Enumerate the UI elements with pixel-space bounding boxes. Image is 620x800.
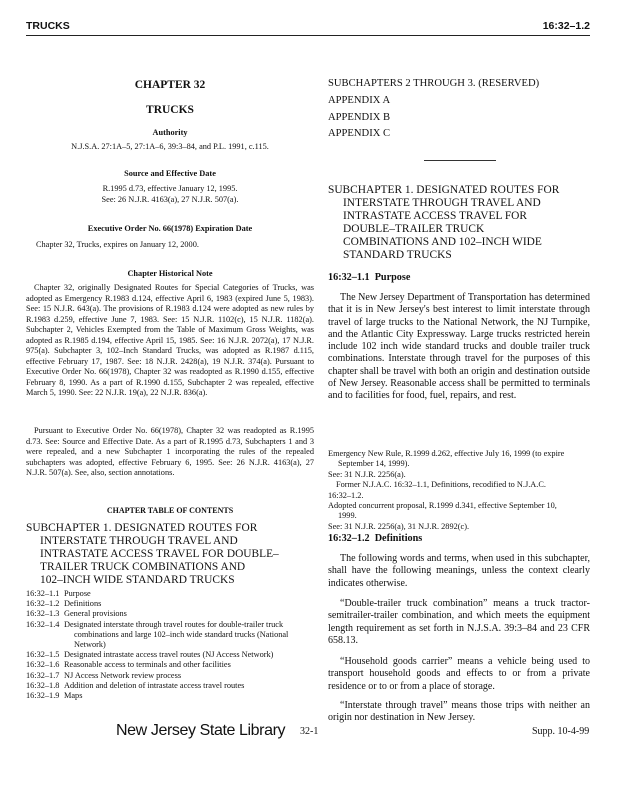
toc-entry-number: 16:32–1.7 [26, 670, 60, 680]
source-line-1: R.1995 d.73, effective January 12, 1995. [102, 184, 238, 193]
definition-double-trailer: “Double-trailer truck combination” means a truck tractor-semitrailer-trailer combination, and which meets the equipment length requirement as set forth in N.J.S.A. 39:3–84 and 23 CFR 658.13. [328, 598, 590, 646]
toc-entry-text: Reasonable access to terminals and other facilities [64, 660, 231, 670]
toc-entry[interactable] [26, 620, 308, 651]
toc-entry-text: Purpose [64, 589, 91, 598]
toc-entry-number: 16:32–1.2 [26, 599, 60, 609]
toc-entry-number: 16:32–1.3 [26, 609, 60, 619]
toc-entry-text: Definitions [64, 599, 102, 609]
note-line: See: 31 N.J.R. 2256(a). [328, 469, 406, 479]
section-title: Purpose [374, 272, 411, 283]
toc-list [26, 589, 308, 701]
subchapter-line: INTERSTATE THROUGH TRAVEL AND [343, 197, 541, 209]
header-left: TRUCKS [26, 20, 70, 32]
history-paragraph-1: Chapter 32, originally Designated Routes for Special Categories of Trucks, was adopted as Emergency R.1983 d.124, effective April 6, 1983 (expired June 5, 1983). See: 15 N.J.R. 643(a). The provisions of R.1983 d.124 were adopted as new rules by R.1983 d.259, effective June 7, 1983. See: 15 N.J.R. 1102(c), 15 N.J.R. 1182(a). Subchapter 2, Vehicles Exempted from the Table of Maximum Gross Weights, was adopted as R.1985 d.194, effective April 15, 1985. See: 16 N.J.R. 2072(a), 17 N.J.R. 975(a). Subchapter 3, 102–Inch Standard Trucks, was adopted as R.1987 d.115, effective February 17, 1987. See: 18 N.J.R. 2428(a), 19 N.J.R. 374(a). Pursuant to Executive Order No. 66(1978), Chapter 32 was readopted as R.1990 d.155, effective February 8, 1990. As a part of R.1990 d.155, Subchapter 2 was repealed, effective March 5, 1990. See: 22 N.J.R. 19(a), 22 N.J.R. 836(a). [26, 283, 314, 397]
toc-subchapter-line: SUBCHAPTER 1. DESIGNATED ROUTES FOR [26, 522, 258, 534]
toc-entry[interactable] [26, 681, 308, 691]
section-number: 16:32–1.1 [328, 272, 370, 283]
toc-subchapter-line: INTERSTATE THROUGH TRAVEL AND [40, 535, 238, 547]
appendix-b[interactable]: APPENDIX B [328, 112, 391, 123]
toc-entry-text: Maps [64, 691, 83, 701]
subchapter-line: COMBINATIONS AND 102–INCH WIDE [343, 236, 542, 248]
history-paragraph-2: Pursuant to Executive Order No. 66(1978), Chapter 32 was readopted as R.1995 d.73. See: Source and Effective Date. As a part of R.1995 d.73, Subchapters 1 and 3 were repealed, and a new Subchapter 1 incorporating the rules of the repealed subchapters was adopted, effective February 6, 1995. See: 26 N.J.R. 4163(a), 27 N.J.R. 507(a). See, also, section annotations. [26, 426, 314, 477]
toc-subchapter-title [26, 522, 314, 587]
exec-order-text: Chapter 32, Trucks, expires on January 12, 2000. [36, 240, 199, 249]
toc-heading: CHAPTER TABLE OF CONTENTS [106, 506, 234, 515]
toc-entry-number: 16:32–1.8 [26, 680, 60, 690]
chapter-title: TRUCKS [146, 104, 194, 116]
toc-entry-text: Addition and deletion of intrastate access travel routes [64, 680, 245, 690]
toc-entry[interactable] [26, 599, 308, 609]
note-line: Emergency New Rule, R.1999 d.262, effective July 16, 1999 (to expire [328, 449, 565, 458]
section-1-heading [328, 272, 410, 283]
toc-entry[interactable] [26, 671, 308, 681]
appendix-c[interactable]: APPENDIX C [328, 128, 391, 139]
toc-subchapter-line: 102–INCH WIDE STANDARD TRUCKS [40, 574, 235, 586]
section-number: 16:32–1.2 [328, 533, 370, 544]
toc-entry[interactable] [26, 660, 308, 670]
appendix-a[interactable]: APPENDIX A [328, 95, 391, 106]
authority-text: N.J.S.A. 27:1A–5, 27:1A–6, 39:3–84, and P.L. 1991, c.115. [71, 142, 269, 151]
toc-entry-number: 16:32–1.6 [26, 660, 60, 670]
toc-entry-number: 16:32–1.5 [26, 650, 60, 660]
toc-entry[interactable] [26, 650, 308, 660]
toc-entry-number: 16:32–1.9 [26, 691, 60, 701]
subchapter-line: STANDARD TRUCKS [343, 249, 452, 261]
subchapter-line: DOUBLE–TRAILER TRUCK [343, 223, 485, 235]
header-right: 16:32–1.2 [542, 20, 590, 32]
definition-interstate-through: “Interstate through travel” means those trips with neither an origin nor destination in New Jersey. [328, 700, 590, 724]
section-divider [424, 160, 496, 161]
section-1-body: The New Jersey Department of Transportation has determined that it is in New Jersey's best interest to limit interstate through travel of large trucks to the National Network, the NJ Turnpike, and the Atlantic City Expressway. Large trucks restricted herein include 102 inch wide standard trucks and double trailer truck combinations. Interstate through travel for the purposes of this chapter shall be travel with both an origin and destination outside of New Jersey. Reasonable access shall be permitted to terminals and to facilities for food, fuel, repairs, and rest. [328, 292, 590, 402]
definitions-intro: The following words and terms, when used in this subchapter, shall have the following meanings, unless the context clearly indicates otherwise. [328, 553, 590, 589]
library-stamp: New Jersey State Library [116, 722, 286, 739]
definition-household-goods: “Household goods carrier” means a vehicle being used to transport household goods and effects to or from a private residence or to or from a place of storage. [328, 656, 590, 692]
note-line: Adopted concurrent proposal, R.1999 d.341, effective September 10, [328, 501, 557, 511]
section-title: Definitions [374, 533, 423, 544]
toc-entry-text: Designated interstate through travel routes for double-trailer truck combinations and large 102–inch wide standard trucks (National Network) [64, 619, 289, 650]
exec-order-heading: Executive Order No. 66(1978) Expiration Date [87, 224, 253, 233]
subchapter-title [328, 184, 590, 262]
chapter-number: CHAPTER 32 [134, 79, 206, 91]
toc-entry-text: Designated intrastate access travel routes (NJ Access Network) [64, 650, 274, 660]
page-number: 32-1 [300, 726, 319, 737]
toc-entry-text: General provisions [64, 609, 127, 619]
toc-entry-text: NJ Access Network review process [64, 670, 182, 680]
toc-entry-number: 16:32–1.1 [26, 589, 60, 598]
toc-entry[interactable] [26, 609, 308, 619]
subchapter-line: INTRASTATE ACCESS TRAVEL FOR [343, 210, 528, 222]
authority-heading: Authority [152, 128, 188, 137]
section-2-heading [328, 533, 422, 544]
toc-entry[interactable] [26, 589, 308, 599]
note-line: See: 31 N.J.R. 2256(a), 31 N.J.R. 2892(c). [328, 521, 470, 531]
supplement-date: Supp. 10-4-99 [532, 726, 590, 737]
note-line: 16:32–1.2. [328, 490, 364, 500]
source-line-2: See: 26 N.J.R. 4163(a), 27 N.J.R. 507(a). [101, 195, 239, 204]
reserved-subchapters: SUBCHAPTERS 2 THROUGH 3. (RESERVED) [328, 78, 540, 89]
toc-subchapter-line: TRAILER TRUCK COMBINATIONS AND [40, 561, 246, 573]
note-line: Former N.J.A.C. 16:32–1.1, Definitions, recodified to N.J.A.C. [336, 480, 546, 490]
note-line: 1999. [338, 511, 357, 521]
note-line: September 14, 1999). [338, 459, 410, 469]
running-header [26, 19, 590, 36]
history-heading: Chapter Historical Note [127, 269, 213, 278]
section-1-notes [328, 449, 590, 532]
source-heading: Source and Effective Date [124, 169, 216, 178]
toc-entry[interactable] [26, 691, 308, 701]
subchapter-line: SUBCHAPTER 1. DESIGNATED ROUTES FOR [328, 184, 560, 196]
toc-entry-number: 16:32–1.4 [26, 619, 60, 629]
toc-subchapter-line: INTRASTATE ACCESS TRAVEL FOR DOUBLE– [40, 548, 279, 560]
